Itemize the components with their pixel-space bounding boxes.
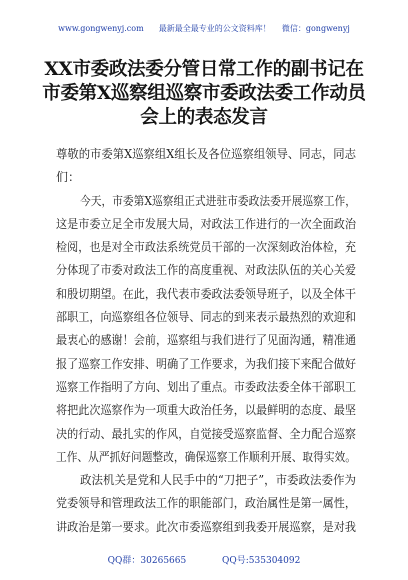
body-line: 巡察工作指明了方向、划出了重点。市委政法委全体干部职工: [56, 379, 357, 394]
site-url-link[interactable]: www.gongwenyj.com: [58, 24, 144, 33]
body-line: 政法机关是党和人民手中的“刀把子”，市委政法委作为: [80, 473, 357, 488]
body-line: 检阅，也是对全市政法系统党员干部的一次深刻政治体检，充: [56, 240, 357, 255]
wechat-label: 微信：gongwenyj: [281, 24, 350, 33]
document-body: [56, 143, 356, 539]
qq-group-label: QQ群：30265665: [107, 556, 187, 566]
body-line: 党委领导和管理政法工作的职能部门，政治属性是第一属性，: [56, 496, 357, 511]
body-line: 分体现了市委对政法工作的高度重视、对政法队伍的关心关爱: [56, 263, 357, 278]
title-line-1: XX市委政法委分管日常工作的副书记在: [44, 59, 364, 80]
body-line: 报了巡察工作安排、明确了工作要求，为我们接下来配合做好: [56, 356, 357, 371]
body-line: 和殷切期望。在此，我代表市委政法委领导班子，以及全体干: [56, 286, 357, 301]
body-line: 决的行动、最扎实的作风，自觉接受巡察监督、全力配合巡察: [56, 426, 357, 441]
body-line: 最衷心的感谢！会前，巡察组与我们进行了见面沟通，精准通: [56, 333, 357, 348]
body-line: 部职工，向巡察组各位领导、同志的到来表示最热烈的欢迎和: [56, 310, 357, 325]
body-line: 们：: [56, 170, 81, 185]
document-title: [30, 58, 378, 130]
title-line-2: 市委第X巡察组巡察市委政法委工作动员: [42, 83, 366, 104]
body-line: 将把此次巡察作为一项重大政治任务，以最鲜明的态度、最坚: [56, 403, 357, 418]
body-line: 讲政治是第一要求。此次市委巡察组到我委开展巡察，是对我: [56, 519, 357, 534]
body-line: 这是市委立足全市发展大局，对政法工作进行的一次全面政治: [56, 216, 357, 231]
site-slogan: 最新最全最专业的公文资料库！: [158, 24, 271, 33]
body-line: 今天，市委第X巡察组正式进驻市委政法委开展巡察工作，: [80, 193, 356, 208]
qq-number-label: QQ号:535304092: [222, 556, 301, 566]
title-line-3: 会上的表态发言: [140, 107, 268, 128]
page-footer: [0, 555, 408, 567]
body-line: 尊敬的市委第X巡察组X组长及各位巡察组领导、同志，同志: [56, 147, 357, 161]
body-line: 工作、从严抓好问题整改，确保巡察工作顺利开展、取得实效。: [56, 449, 356, 464]
page-header: [0, 24, 408, 34]
